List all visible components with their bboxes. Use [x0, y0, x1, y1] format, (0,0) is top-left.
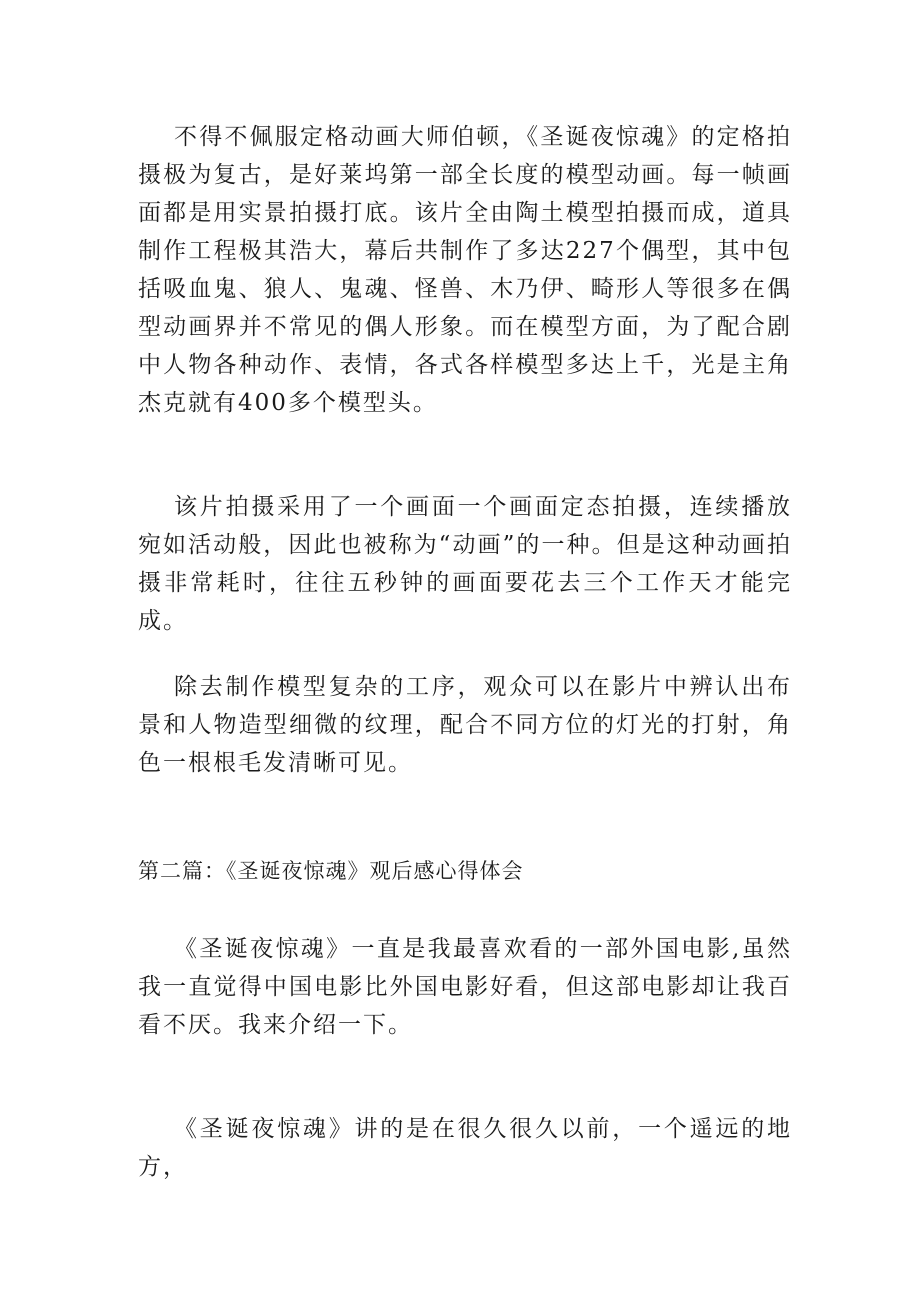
section-heading: 第二篇：《圣诞夜惊魂》观后感心得体会: [138, 859, 524, 883]
paragraph-filming-method: 该片拍摄采用了一个画面一个画面定态拍摄，连续播放宛如活动般，因此也被称为“动画”的一种。但是这种动画拍摄非常耗时，往往五秒钟的画面要花去三个工作天才能完成。: [138, 494, 792, 634]
paragraph-favorite-film: 《圣诞夜惊魂》一直是我最喜欢看的一部外国电影,虽然我一直觉得中国电影比外国电影好看，但这部电影却让我百看不厌。我来介绍一下。: [138, 936, 792, 1038]
paragraph-stop-motion-intro: 不得不佩服定格动画大师伯顿，《圣诞夜惊魂》的定格拍摄极为复古，是好莱坞第一部全长度的模型动画。每一帧画面都是用实景拍摄打底。该片全由陶土模型拍摄而成，道具制作工程极其浩大，幕后共制作了多达227个偶型，其中包括吸血鬼、狼人、鬼魂、怪兽、木乃伊、畸形人等很多在偶型动画界并不常见的偶人形象。而在模型方面，为了配合剧中人物各种动作、表情，各式各样模型多达上千，光是主角杰克就有400多个模型头。: [138, 124, 792, 416]
paragraph-story-intro: 《圣诞夜惊魂》讲的是在很久很久以前，一个遥远的地方，: [138, 1116, 792, 1180]
paragraph-model-texture: 除去制作模型复杂的工序，观众可以在影片中辨认出布景和人物造型细微的纹理，配合不同方位的灯光的打射，角色一根根毛发清晰可见。: [138, 674, 792, 776]
